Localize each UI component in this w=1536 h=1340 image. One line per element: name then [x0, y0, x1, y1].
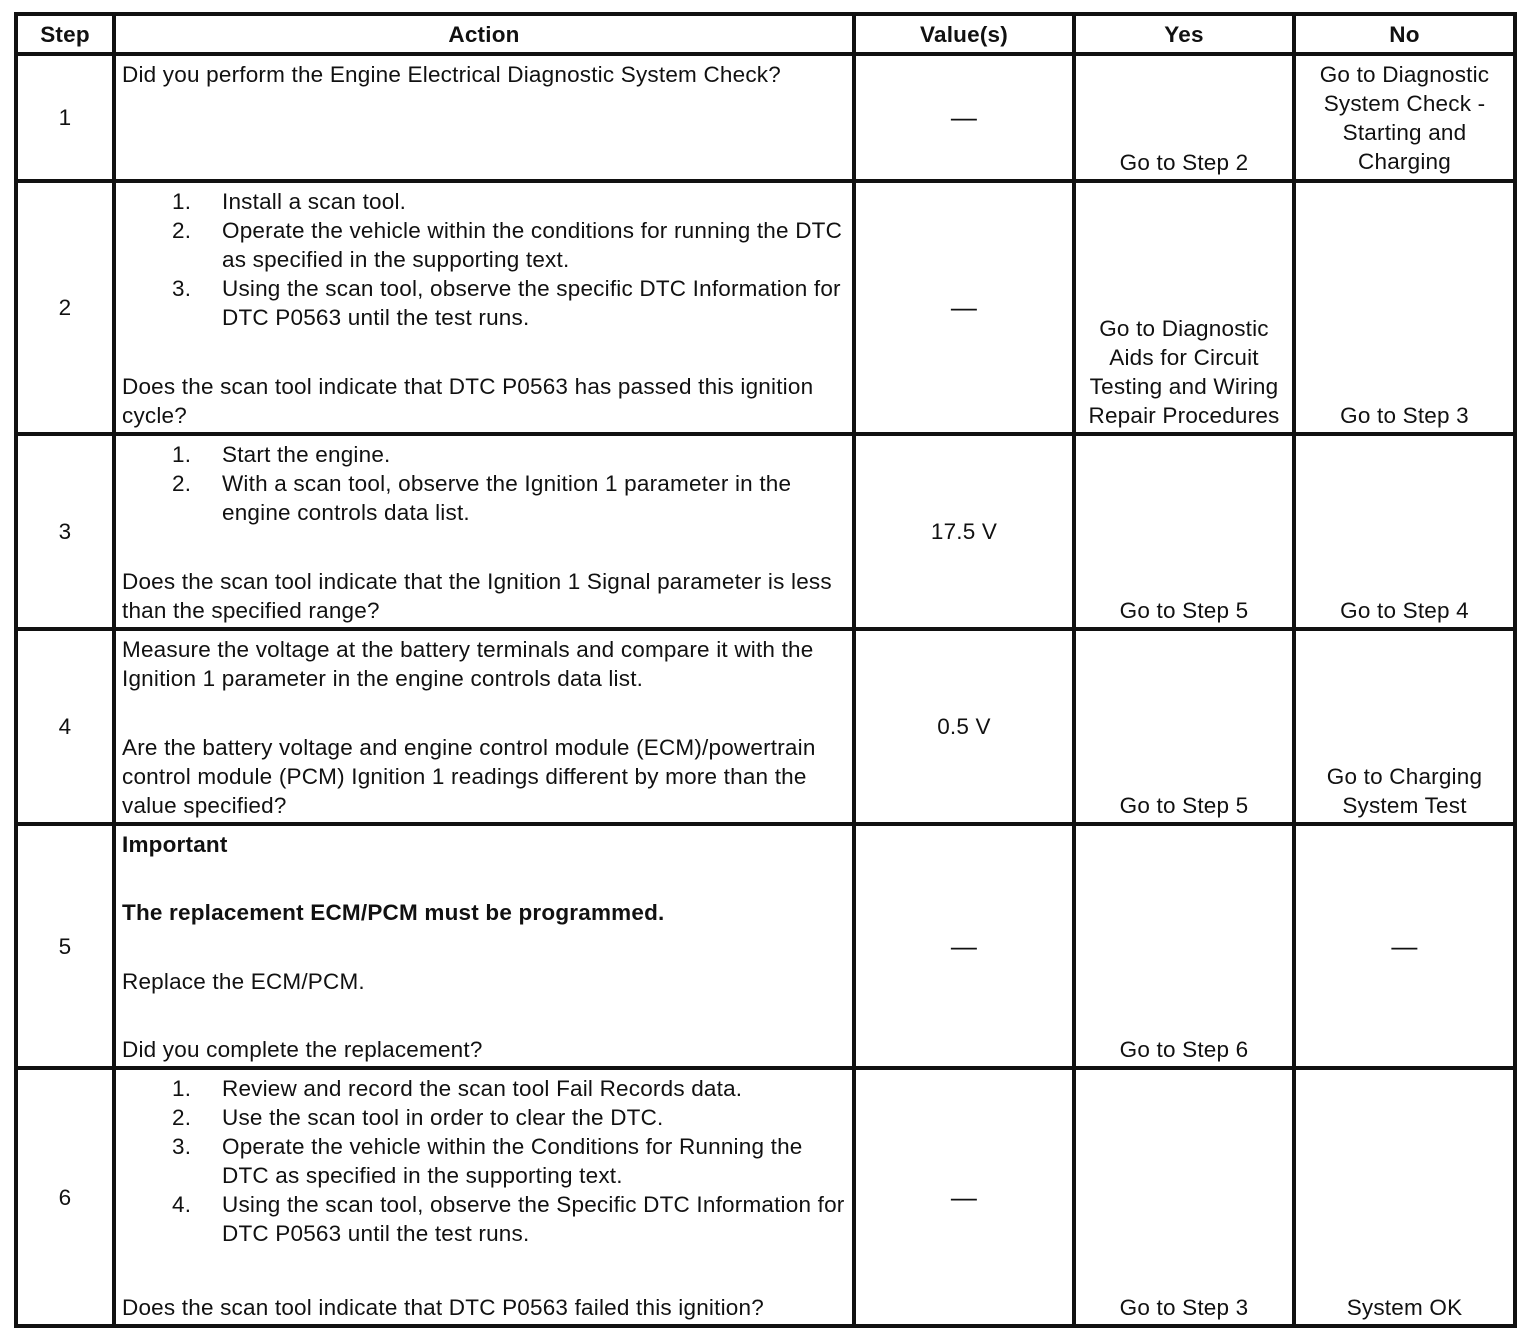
- no-link[interactable]: Go to Step 4: [1340, 598, 1469, 623]
- item-number: 1.: [172, 442, 192, 467]
- action-cell: [116, 436, 852, 627]
- action-cell: [116, 826, 852, 1066]
- procedure-list: [122, 187, 846, 332]
- yes-link[interactable]: Go to Diagnostic Aids for Circuit Testing and Wiring Repair Procedures: [1088, 316, 1280, 428]
- procedure-item: [122, 469, 846, 527]
- action-question: Does the scan tool indicate that DTC P0563 has passed this ignition cycle?: [122, 374, 814, 428]
- item-text: Install a scan tool.: [222, 189, 407, 214]
- item-text: Using the scan tool, observe the Specific DTC Information for DTC P0563 until the test runs.: [222, 1192, 845, 1246]
- action-cell: [116, 183, 852, 432]
- no-link[interactable]: Go to Diagnostic System Check - Starting and Charging: [1319, 62, 1490, 174]
- item-number: 2.: [172, 218, 192, 243]
- action-question: Did you complete the replacement?: [122, 1036, 483, 1062]
- value-cell: —: [950, 102, 978, 132]
- header-action: Action: [448, 21, 520, 47]
- item-number: 4.: [172, 1192, 192, 1217]
- action-question: Does the scan tool indicate that the Ignition 1 Signal parameter is less than the specified range?: [122, 569, 832, 623]
- item-text: Review and record the scan tool Fail Records data.: [222, 1076, 743, 1101]
- header-yes: Yes: [1164, 21, 1204, 47]
- item-text: Using the scan tool, observe the specific DTC Information for DTC P0563 until the test runs.: [222, 276, 841, 330]
- item-text: Operate the vehicle within the conditions for running the DTC as specified in the supporting text.: [222, 218, 843, 272]
- table-rule: [1513, 12, 1517, 1328]
- step-number: 6: [58, 1184, 72, 1210]
- yes-link[interactable]: Go to Step 2: [1119, 150, 1249, 175]
- no-link: System OK: [1346, 1295, 1463, 1320]
- step-number: 4: [58, 714, 72, 739]
- value-cell: 17.5 V: [930, 519, 998, 544]
- action-question: Does the scan tool indicate that DTC P0563 failed this ignition?: [122, 1295, 764, 1320]
- procedure-item: [122, 216, 846, 274]
- item-number: 2.: [172, 471, 192, 496]
- procedure-item: [122, 1190, 846, 1248]
- yes-link[interactable]: Go to Step 6: [1119, 1037, 1249, 1062]
- action-question: Are the battery voltage and engine control module (ECM)/powertrain control module (PCM) Ignition 1 readings different by more than the value specified?: [122, 735, 816, 818]
- yes-link[interactable]: Go to Step 3: [1119, 1295, 1249, 1320]
- action-cell: [116, 1070, 852, 1324]
- no-link[interactable]: Go to Charging System Test: [1326, 764, 1483, 818]
- procedure-item: [122, 187, 846, 216]
- procedure-list: [122, 440, 846, 527]
- header-step: Step: [40, 21, 90, 47]
- item-text: Use the scan tool in order to clear the DTC.: [222, 1105, 664, 1130]
- item-text: Start the engine.: [222, 442, 391, 467]
- step-number: 5: [58, 933, 72, 959]
- value-cell: —: [950, 930, 978, 961]
- step-number: 3: [58, 519, 72, 544]
- item-number: 1.: [172, 1076, 192, 1101]
- important-note: The replacement ECM/PCM must be programmed.: [122, 900, 665, 926]
- procedure-item: [122, 1074, 846, 1103]
- procedure-item: [122, 274, 846, 332]
- procedure-list: [122, 1074, 846, 1248]
- procedure-item: [122, 1103, 846, 1132]
- action-cell: [116, 631, 852, 822]
- yes-link[interactable]: Go to Step 5: [1119, 598, 1249, 623]
- yes-link[interactable]: Go to Step 5: [1119, 793, 1249, 818]
- step-number: 2: [58, 295, 72, 320]
- item-number: 3.: [172, 276, 192, 301]
- value-cell: 0.5 V: [937, 714, 991, 739]
- item-number: 3.: [172, 1134, 192, 1159]
- action-question: Did you perform the Engine Electrical Diagnostic System Check?: [122, 62, 781, 87]
- no-link[interactable]: Go to Step 3: [1340, 403, 1469, 428]
- header-values: Value(s): [920, 21, 1008, 47]
- action-instruction: Measure the voltage at the battery terminals and compare it with the Ignition 1 parameter in the engine controls data list.: [122, 637, 814, 691]
- diagnostic-table: [14, 12, 1517, 1328]
- item-text: With a scan tool, observe the Ignition 1 parameter in the engine controls data list.: [222, 471, 792, 525]
- no-link: —: [1391, 930, 1418, 961]
- important-label: Important: [122, 832, 228, 857]
- action-instruction: Replace the ECM/PCM.: [122, 968, 365, 994]
- procedure-item: [122, 440, 846, 469]
- item-text: Operate the vehicle within the Conditions for Running the DTC as specified in the supporting text.: [222, 1134, 803, 1188]
- action-cell: [116, 56, 852, 179]
- value-cell: —: [950, 1181, 978, 1212]
- value-cell: —: [950, 292, 978, 322]
- header-no: No: [1389, 21, 1420, 47]
- item-number: 1.: [172, 189, 192, 214]
- procedure-item: [122, 1132, 846, 1190]
- item-number: 2.: [172, 1105, 192, 1130]
- step-number: 1: [58, 105, 72, 130]
